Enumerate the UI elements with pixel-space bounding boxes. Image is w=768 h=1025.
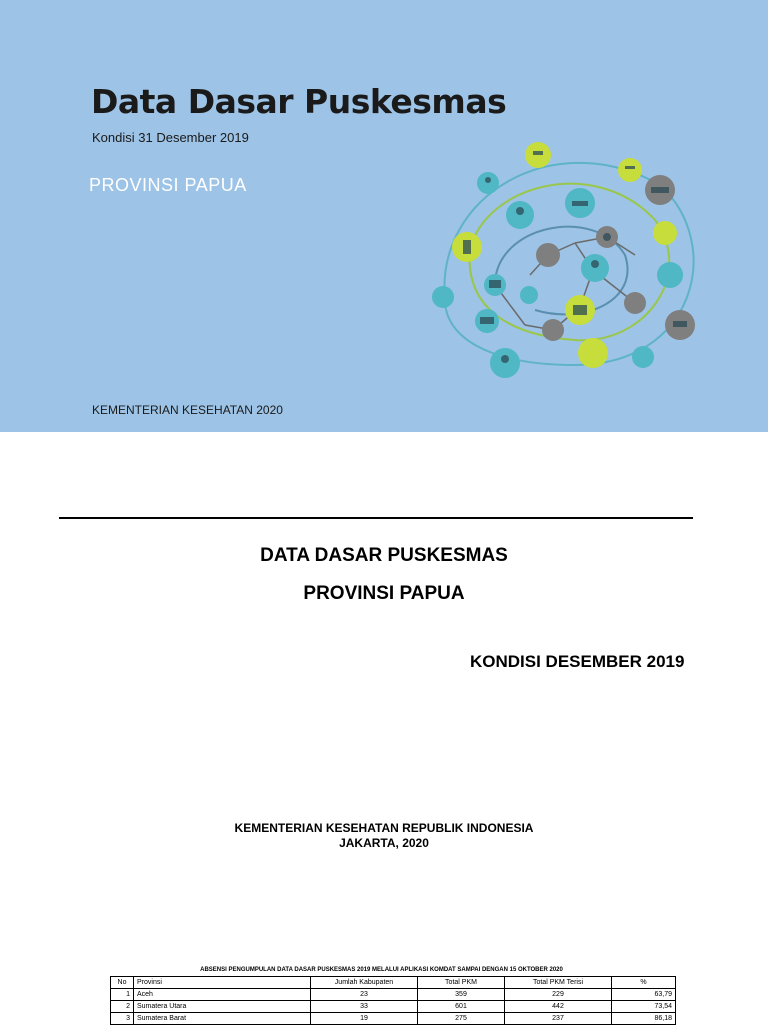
cell-provinsi: Aceh [134,989,311,1001]
cell-provinsi: Sumatera Utara [134,1001,311,1013]
node-syringe-icon [432,286,454,308]
node-tooth-icon [632,346,654,368]
cell-provinsi: Sumatera Barat [134,1013,311,1025]
col-total-terisi: Total PKM Terisi [505,977,612,989]
cell-kab: 33 [311,1001,418,1013]
table-caption: ABSENSI PENGUMPULAN DATA DASAR PUSKESMAS 2019 MELALUI APLIKASI KOMDAT SAMPAI DENGAN 15 OKTOBER 2020 [200,967,563,973]
node-people-icon [542,319,564,341]
node-handwash-icon [578,338,608,368]
cell-kab: 23 [311,989,418,1001]
cover-province: PROVINSI PAPUA [89,175,247,195]
table-header-row [111,977,676,989]
node-tool-icon [657,262,683,288]
cell-kab: 19 [311,1013,418,1025]
cell-total: 359 [418,989,505,1001]
cover-title: Data Dasar Puskesmas [91,82,507,121]
node-building-icon [536,243,560,267]
node-drop-icon [520,286,538,304]
cover-date: Kondisi 31 Desember 2019 [92,130,249,145]
node-signpost-icon [618,158,642,182]
cell-pct: 63,79 [612,989,676,1001]
cell-no: 2 [111,1001,134,1013]
doc-condition: KONDISI DESEMBER 2019 [470,652,685,671]
col-no: No [111,977,134,989]
doc-title: DATA DASAR PUSKESMAS [260,545,508,566]
doc-city-year: JAKARTA, 2020 [339,836,429,850]
col-total-pkm: Total PKM [418,977,505,989]
doc-province: PROVINSI PAPUA [303,583,465,604]
cell-terisi: 442 [505,1001,612,1013]
cover-banner [0,0,768,432]
cell-total: 275 [418,1013,505,1025]
table-row [111,989,676,1001]
col-provinsi: Provinsi [134,977,311,989]
col-kabupaten: Jumlah Kabupaten [311,977,418,989]
table-row [111,1013,676,1025]
health-network-illustration [425,135,715,385]
cell-terisi: 237 [505,1013,612,1025]
col-percent: % [612,977,676,989]
cell-pct: 73,54 [612,1001,676,1013]
cell-no: 3 [111,1013,134,1025]
title-divider [59,517,693,519]
cell-no: 1 [111,989,134,1001]
cell-total: 601 [418,1001,505,1013]
cover-ministry: KEMENTERIAN KESEHATAN 2020 [92,403,283,417]
node-group-icon [624,292,646,314]
doc-org: KEMENTERIAN KESEHATAN REPUBLIK INDONESIA [234,821,534,835]
attendance-table [110,976,676,1025]
table-row [111,1001,676,1013]
node-field-icon [653,221,677,245]
cell-pct: 86,18 [612,1013,676,1025]
cell-terisi: 229 [505,989,612,1001]
